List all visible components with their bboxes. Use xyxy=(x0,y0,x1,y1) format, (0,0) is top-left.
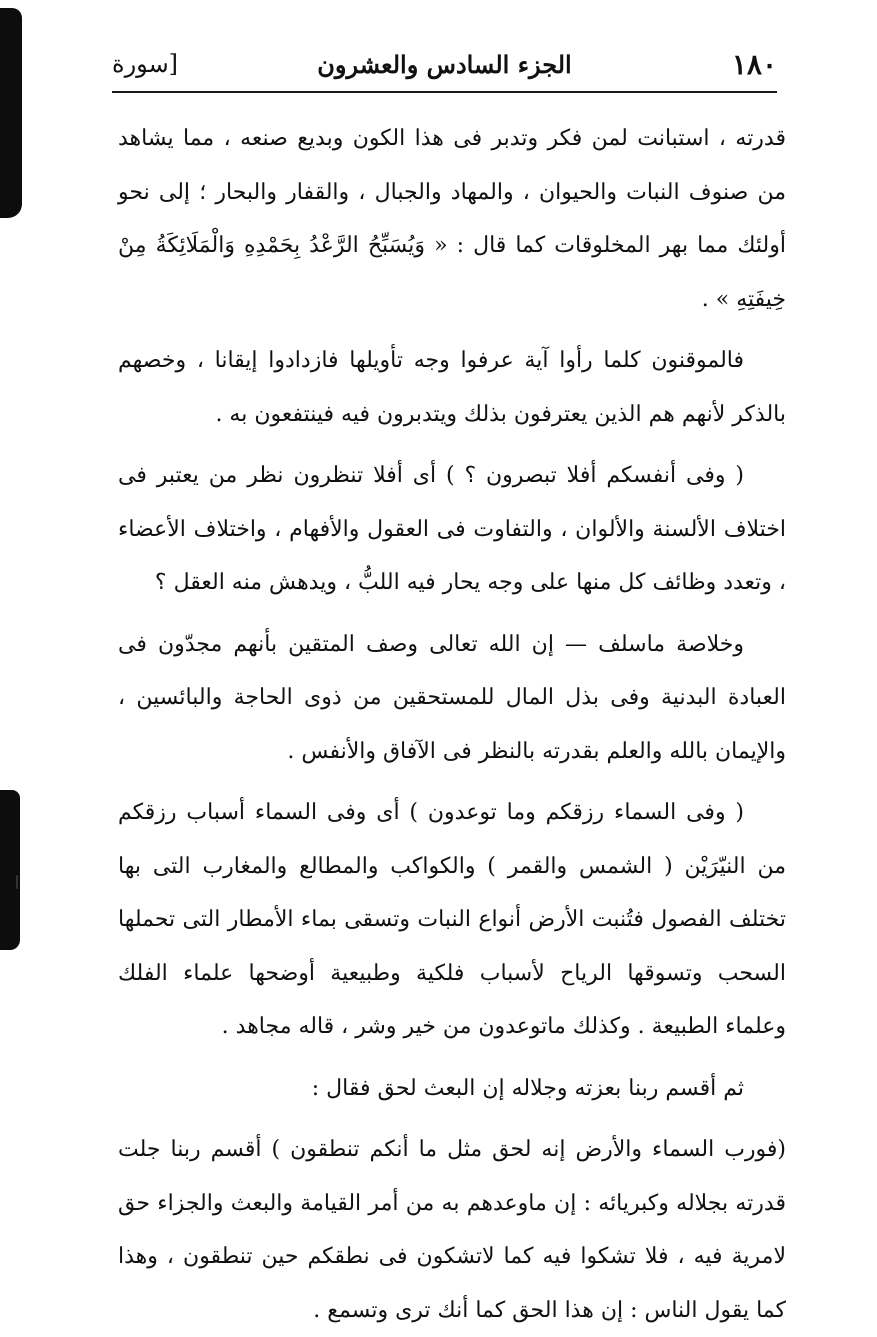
paragraph: ثم أقسم ربنا بعزته وجلاله إن البعث لحق فقال : xyxy=(311,1075,744,1101)
paragraph: وخلاصة ماسلف — إن الله تعالى وصف المتقين بأنهم مجدّون فى العبادة البدنية وفى بذل المال للمستحقين من ذوى الحاجة والبائسين ، والإيمان بالله والعلم بقدرته بالنظر فى الآفاق والأنفس . xyxy=(118,631,786,764)
running-title: الجزء السادس والعشرون xyxy=(317,50,572,79)
paragraph: ( وفى السماء رزقكم وما توعدون ) أى وفى السماء أسباب رزقكم من النيّرَيْن ( الشمس والقمر ) والكواكب والمطالع والمغارب التى بها تختلف الفصول فتُنبت الأرض أنواع النبات وتسقى بماء الأمطار التى تحملها السحب وتسوقها الرياح لأسباب فلكية وطبيعية أوضحها علماء الفلك وعلماء الطبيعة . وكذلك ماتوعدون من خير وشر ، قاله مجاهد . xyxy=(118,800,786,1039)
scan-edge-shadow xyxy=(0,8,22,218)
surah-label: [سورة xyxy=(112,50,179,78)
header-rule xyxy=(112,91,777,93)
page-number: ١٨٠ xyxy=(731,48,777,81)
scan-edge-mark xyxy=(16,875,18,889)
paragraph: قدرته ، استبانت لمن فكر وتدبر فى هذا الكون وبديع صنعه ، مما يشاهد من صنوف النبات والحيوان ، والمهاد والجبال ، والقفار والبحار ؛ إلى نحو أولئك مما بهر المخلوقات كما قال : « وَيُسَبِّحُ الرَّعْدُ بِحَمْدِهِ وَالْمَلَائِكَةُ مِنْ خِيفَتِهِ » . xyxy=(118,126,786,312)
paragraph: (فورب السماء والأرض إنه لحق مثل ما أنكم تنطقون ) أقسم ربنا جلت قدرته بجلاله وكبريائه : إن ماوعدهم به من أمر القيامة والبعث والجزاء حق لامرية فيه ، فلا تشكوا فيه كما لاتشكون فى نطقكم حين تنطقون ، وهذا كما يقول الناس : إن هذا الحق كما أنك ترى وتسمع . xyxy=(118,1137,786,1323)
body-text xyxy=(118,112,786,1337)
paragraph: ( وفى أنفسكم أفلا تبصرون ؟ ) أى أفلا تنظرون نظر من يعتبر فى اختلاف الألسنة والألوان ، والتفاوت فى العقول والأفهام ، واختلاف الأعضاء ، وتعدد وظائف كل منها على وجه يحار فيه اللبُّ ، ويدهش منه العقل ؟ xyxy=(118,463,786,595)
paragraph: فالموقنون كلما رأوا آية عرفوا وجه تأويلها فازدادوا إيقانا ، وخصهم بالذكر لأنهم هم الذين يعترفون بذلك ويتدبرون فيه فينتفعون به . xyxy=(118,348,786,427)
scan-edge-shadow xyxy=(0,790,20,950)
page-header xyxy=(112,44,777,90)
